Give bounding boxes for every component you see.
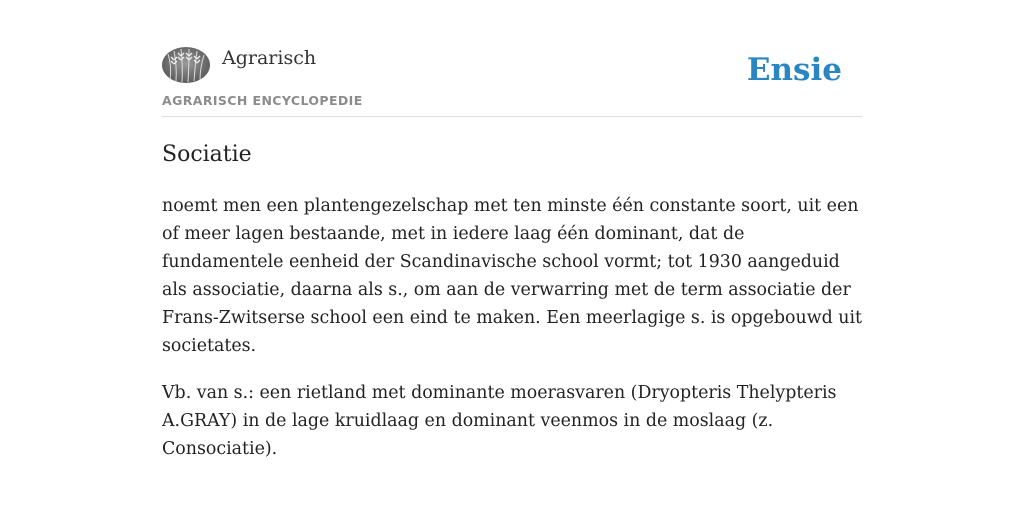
site-header: [162, 46, 862, 117]
article-body: [162, 192, 862, 482]
article-paragraph: noemt men een plantengezelschap met ten minste één constante soort, uit een of meer lagen bestaande, met in iedere laag één dominant, dat de fundamentele eenheid der Scandinavische school vormt; tot 1930 aangeduid als associatie, daarna als s., om aan de verwarring met de term associatie der Frans-Zwitserse school een eind te maken. Een meerlagige s. is opgebouwd uit societates.: [162, 196, 863, 356]
wheat-ears-logo-icon[interactable]: [162, 46, 210, 84]
site-name[interactable]: Agrarisch: [222, 47, 317, 69]
article-paragraph: Vb. van s.: een rietland met dominante moerasvaren (Dryopteris Thelypteris A.GRAY) in de lage kruidlaag en dominant veenmos in de moslaag (z. Consociatie).: [162, 383, 837, 459]
ensie-logo-link[interactable]: Ensie: [746, 52, 842, 88]
site-subtitle[interactable]: AGRARISCH ENCYCLOPEDIE: [162, 93, 363, 108]
article-title: Sociatie: [162, 142, 252, 167]
